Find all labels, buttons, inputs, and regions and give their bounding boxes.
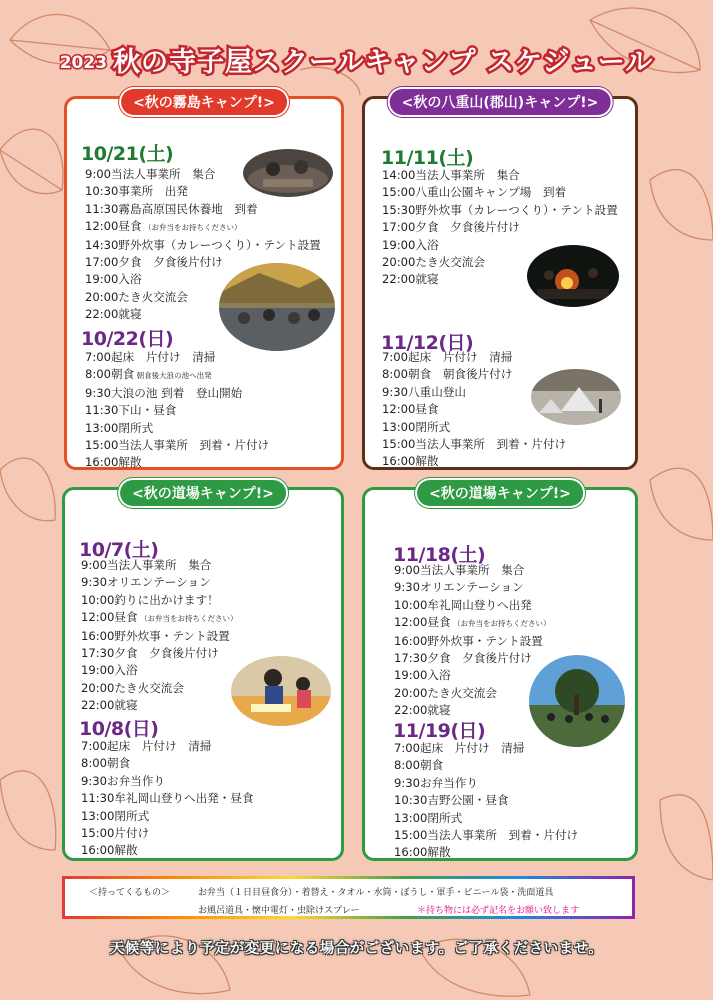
- schedule-item: [394, 614, 551, 632]
- schedule-text: 起床 片付け 清掃: [420, 741, 525, 755]
- schedule-text: 野外炊事・テント設置: [114, 628, 230, 643]
- schedule-time: 8:00: [85, 367, 112, 382]
- schedule-list: [81, 557, 238, 715]
- schedule-time: 16:00: [382, 454, 416, 469]
- schedule-text: 解散: [427, 845, 451, 860]
- schedule-time: 14:00: [382, 168, 416, 182]
- schedule-text: 閉所式: [114, 808, 150, 823]
- schedule-item: [81, 609, 238, 627]
- schedule-time: 19:00: [382, 237, 416, 252]
- schedule-time: 20:00: [394, 685, 428, 700]
- day-heading: 10/22(日): [81, 328, 174, 350]
- schedule-text: 起床 片付け 清掃: [107, 739, 212, 753]
- schedule-text: 当法人事業所 集合: [111, 167, 216, 181]
- schedule-item: [85, 385, 269, 402]
- schedule-time: 17:00: [85, 255, 119, 270]
- schedule-time: 17:30: [394, 651, 428, 666]
- schedule-time: 11:30: [85, 201, 119, 216]
- title-main: 秋の寺子屋スクールキャンプ スケジュール: [113, 47, 654, 78]
- schedule-text: 昼食: [415, 402, 439, 417]
- items-to-bring-box: [62, 876, 635, 919]
- schedule-time: 14:30: [85, 237, 119, 252]
- schedule-text: たき火交流会: [427, 685, 497, 700]
- schedule-time: 13:00: [81, 808, 115, 823]
- schedule-item: [382, 436, 566, 453]
- schedule-text: 八重山公園キャンプ場 到着: [415, 185, 567, 200]
- schedule-item: [81, 755, 254, 772]
- schedule-item: [85, 402, 269, 419]
- schedule-text: 昼食: [427, 615, 451, 630]
- schedule-item: [85, 218, 321, 236]
- schedule-time: 9:00: [85, 167, 112, 181]
- schedule-list: [85, 349, 269, 472]
- photo-mountain-group: [529, 655, 625, 747]
- schedule-item: [81, 842, 254, 859]
- schedule-text: 吉野公園・昼食: [427, 793, 509, 808]
- day-heading: 11/11(土): [381, 147, 474, 169]
- schedule-item: [382, 202, 618, 219]
- schedule-note: 朝食後大浪の池へ出発: [134, 371, 212, 381]
- schedule-time: 11:30: [85, 403, 119, 418]
- name-label-warning: ＊持ち物には必ず記名をお願い致します: [417, 906, 580, 916]
- schedule-text: 入浴: [427, 668, 451, 683]
- schedule-time: 12:00: [394, 615, 428, 630]
- schedule-time: 12:00: [81, 610, 115, 625]
- schedule-item: [85, 201, 321, 218]
- schedule-text: 当法人事業所 到着・片付け: [415, 437, 567, 452]
- schedule-text: 片付け: [114, 826, 150, 841]
- schedule-time: 16:00: [85, 455, 119, 470]
- schedule-time: 9:30: [81, 575, 108, 590]
- schedule-item: [81, 825, 254, 842]
- schedule-text: 昼食: [118, 219, 142, 234]
- camp-panel-yaeyama: [362, 96, 638, 470]
- schedule-time: 22:00: [394, 703, 428, 718]
- schedule-item: [85, 437, 269, 454]
- schedule-text: 釣りに出かけます！: [114, 592, 219, 607]
- schedule-text: お弁当作り: [420, 775, 479, 790]
- schedule-item: [85, 420, 269, 437]
- schedule-time: 10:00: [81, 592, 115, 607]
- schedule-text: 夕食 夕食後片付け: [118, 255, 223, 270]
- schedule-note: （お弁当をお持ちください）: [141, 223, 242, 233]
- schedule-time: 9:30: [85, 385, 112, 400]
- schedule-item: [81, 773, 254, 790]
- schedule-item: [85, 237, 321, 254]
- schedule-item: [394, 810, 578, 827]
- schedule-time: 16:00: [81, 628, 115, 643]
- schedule-text: 夕食 夕食後片付け: [114, 646, 219, 661]
- schedule-list: [394, 562, 551, 720]
- schedule-item: [81, 697, 238, 714]
- schedule-item: [382, 349, 566, 366]
- panel-title: <秋の道場キャンプ!>: [417, 480, 583, 506]
- schedule-text: 当法人事業所 集合: [415, 168, 520, 182]
- day-heading: 10/21(土): [81, 143, 174, 165]
- schedule-time: 9:30: [394, 580, 421, 595]
- day-heading: 10/7(土): [79, 539, 159, 561]
- schedule-text: 野外炊事（カレーつくり）・テント設置: [415, 202, 618, 217]
- schedule-text: 牟礼岡山登りへ出発: [427, 597, 532, 612]
- schedule-time: 8:00: [394, 758, 421, 773]
- schedule-text: 朝食 朝食後片付け: [408, 367, 513, 382]
- schedule-time: 17:00: [382, 220, 416, 235]
- schedule-time: 13:00: [394, 810, 428, 825]
- schedule-time: 9:30: [81, 773, 108, 788]
- schedule-item: [81, 808, 254, 825]
- footer-notice: 天候等により予定が変更になる場合がございます。ご了承くださいませ。: [109, 941, 604, 957]
- title-year: 2023: [59, 53, 108, 73]
- schedule-text: 閉所式: [427, 810, 463, 825]
- schedule-item: [394, 633, 551, 650]
- schedule-text: お弁当作り: [107, 773, 166, 788]
- schedule-time: 16:00: [394, 633, 428, 648]
- schedule-time: 9:30: [382, 384, 409, 399]
- schedule-text: 昼食: [114, 610, 138, 625]
- photo-group-hike: [219, 263, 335, 351]
- schedule-time: 16:00: [394, 845, 428, 860]
- schedule-text: 閉所式: [118, 420, 154, 435]
- schedule-text: 八重山登山: [408, 384, 467, 399]
- photo-campfire: [527, 245, 619, 307]
- schedule-time: 9:00: [394, 563, 421, 577]
- schedule-item: [85, 349, 269, 366]
- schedule-time: 19:00: [394, 668, 428, 683]
- schedule-text: たき火交流会: [114, 680, 184, 695]
- schedule-time: 7:00: [382, 350, 409, 364]
- schedule-item: [85, 366, 269, 384]
- photo-tents: [531, 369, 621, 425]
- schedule-time: 19:00: [81, 663, 115, 678]
- schedule-text: 入浴: [415, 237, 439, 252]
- schedule-time: 15:00: [382, 185, 416, 200]
- panel-title: <秋の霧島キャンプ!>: [121, 89, 287, 115]
- schedule-time: 8:00: [81, 756, 108, 771]
- schedule-item: [81, 738, 254, 755]
- bring-list-line1: お弁当（１日目昼食分）・着替え・タオル・水筒・ぼうし・軍手・ビニール袋・洗面道具: [198, 888, 554, 898]
- schedule-text: 就寝: [114, 698, 138, 713]
- schedule-text: 野外炊事・テント設置: [427, 633, 543, 648]
- schedule-item: [394, 597, 551, 614]
- schedule-time: 15:00: [394, 828, 428, 843]
- schedule-time: 22:00: [85, 307, 119, 322]
- schedule-text: 夕食 夕食後片付け: [415, 220, 520, 235]
- schedule-text: 事業所 出発: [118, 184, 188, 199]
- schedule-item: [382, 453, 566, 470]
- schedule-item: [394, 775, 578, 792]
- schedule-text: 霧島高原国民休養地 到着: [118, 201, 258, 216]
- schedule-time: 7:00: [81, 739, 108, 753]
- camp-panel-dojo-october: [62, 487, 344, 861]
- schedule-time: 15:30: [382, 202, 416, 217]
- schedule-time: 20:00: [382, 255, 416, 270]
- schedule-text: 入浴: [114, 663, 138, 678]
- schedule-time: 15:00: [85, 438, 119, 453]
- schedule-text: 起床 片付け 清掃: [111, 350, 216, 364]
- schedule-time: 15:00: [382, 437, 416, 452]
- day-heading: 11/18(土): [393, 544, 486, 566]
- schedule-time: 17:30: [81, 646, 115, 661]
- schedule-text: 大浪の池 到着 登山開始: [111, 385, 243, 400]
- schedule-time: 13:00: [85, 420, 119, 435]
- schedule-item: [382, 219, 618, 236]
- schedule-time: 11:30: [81, 791, 115, 806]
- schedule-time: 8:00: [382, 367, 409, 382]
- schedule-item: [394, 757, 578, 774]
- schedule-time: 20:00: [85, 289, 119, 304]
- schedule-text: 解散: [114, 843, 138, 858]
- schedule-item: [394, 579, 551, 596]
- schedule-time: 22:00: [382, 272, 416, 287]
- schedule-text: 閉所式: [415, 419, 451, 434]
- schedule-text: たき火交流会: [415, 255, 485, 270]
- schedule-item: [81, 574, 238, 591]
- schedule-text: オリエンテーション: [107, 575, 211, 590]
- schedule-text: 牟礼岡山登りへ出発・昼食: [114, 791, 254, 806]
- panel-title: <秋の道場キャンプ!>: [120, 480, 286, 506]
- schedule-time: 10:00: [394, 597, 428, 612]
- schedule-item: [394, 562, 551, 579]
- schedule-item: [81, 645, 238, 662]
- schedule-time: 10:30: [394, 793, 428, 808]
- schedule-text: 朝食: [111, 367, 135, 382]
- schedule-item: [382, 419, 566, 436]
- schedule-time: 13:00: [382, 419, 416, 434]
- schedule-item: [394, 844, 578, 861]
- schedule-item: [394, 650, 551, 667]
- schedule-text: 当法人事業所 到着・片付け: [427, 828, 579, 843]
- schedule-item: [394, 827, 578, 844]
- schedule-note: （お弁当をお持ちください）: [137, 614, 238, 624]
- schedule-time: 7:00: [394, 741, 421, 755]
- schedule-item: [81, 557, 238, 574]
- photo-cooking-children: [231, 656, 331, 726]
- schedule-text: 当法人事業所 集合: [107, 558, 212, 572]
- schedule-item: [394, 740, 578, 757]
- schedule-time: 15:00: [81, 826, 115, 841]
- schedule-text: 当法人事業所 到着・片付け: [118, 438, 270, 453]
- schedule-time: 10:30: [85, 184, 119, 199]
- day-heading: 11/12(日): [381, 332, 474, 354]
- schedule-text: たき火交流会: [118, 289, 188, 304]
- schedule-time: 7:00: [85, 350, 112, 364]
- schedule-time: 16:00: [81, 843, 115, 858]
- photo-cooking: [243, 149, 333, 197]
- schedule-text: 入浴: [118, 272, 142, 287]
- schedule-time: 12:00: [382, 402, 416, 417]
- schedule-text: 起床 片付け 清掃: [408, 350, 513, 364]
- schedule-item: [382, 167, 618, 184]
- panel-title: <秋の八重山(郡山)キャンプ!>: [390, 89, 611, 115]
- schedule-text: 朝食: [420, 758, 444, 773]
- schedule-time: 19:00: [85, 272, 119, 287]
- schedule-text: オリエンテーション: [420, 580, 524, 595]
- schedule-text: 就寝: [427, 703, 451, 718]
- schedule-time: 12:00: [85, 219, 119, 234]
- schedule-list: [394, 740, 578, 862]
- schedule-list: [81, 738, 254, 860]
- schedule-text: 夕食 夕食後片付け: [427, 651, 532, 666]
- schedule-item: [81, 592, 238, 609]
- schedule-time: 20:00: [81, 680, 115, 695]
- schedule-item: [81, 680, 238, 697]
- schedule-text: 下山・昼食: [118, 403, 177, 418]
- schedule-item: [394, 792, 578, 809]
- schedule-item: [81, 790, 254, 807]
- camp-panel-dojo-november: [362, 487, 638, 861]
- schedule-item: [81, 662, 238, 679]
- bring-list-line2: お風呂道具・懐中電灯・虫除けスプレー: [198, 906, 360, 916]
- schedule-item: [394, 667, 551, 684]
- page-title: [0, 40, 713, 79]
- schedule-time: 22:00: [81, 698, 115, 713]
- schedule-item: [81, 628, 238, 645]
- schedule-text: 野外炊事（カレーつくり）・テント設置: [118, 237, 321, 252]
- day-heading: 11/19(日): [393, 720, 486, 742]
- schedule-text: 朝食: [107, 756, 131, 771]
- schedule-time: 9:30: [394, 775, 421, 790]
- schedule-item: [394, 685, 551, 702]
- schedule-text: 解散: [118, 455, 142, 470]
- schedule-text: 解散: [415, 454, 439, 469]
- schedule-time: 9:00: [81, 558, 108, 572]
- schedule-note: （お弁当をお持ちください）: [450, 619, 551, 629]
- schedule-text: 就寝: [415, 272, 439, 287]
- camp-panel-kirishima: [64, 96, 344, 470]
- bring-label: ＜持ってくるもの＞: [89, 888, 171, 898]
- schedule-text: 当法人事業所 集合: [420, 563, 525, 577]
- day-heading: 10/8(日): [79, 718, 159, 740]
- schedule-item: [382, 184, 618, 201]
- schedule-item: [85, 454, 269, 471]
- schedule-text: 就寝: [118, 307, 142, 322]
